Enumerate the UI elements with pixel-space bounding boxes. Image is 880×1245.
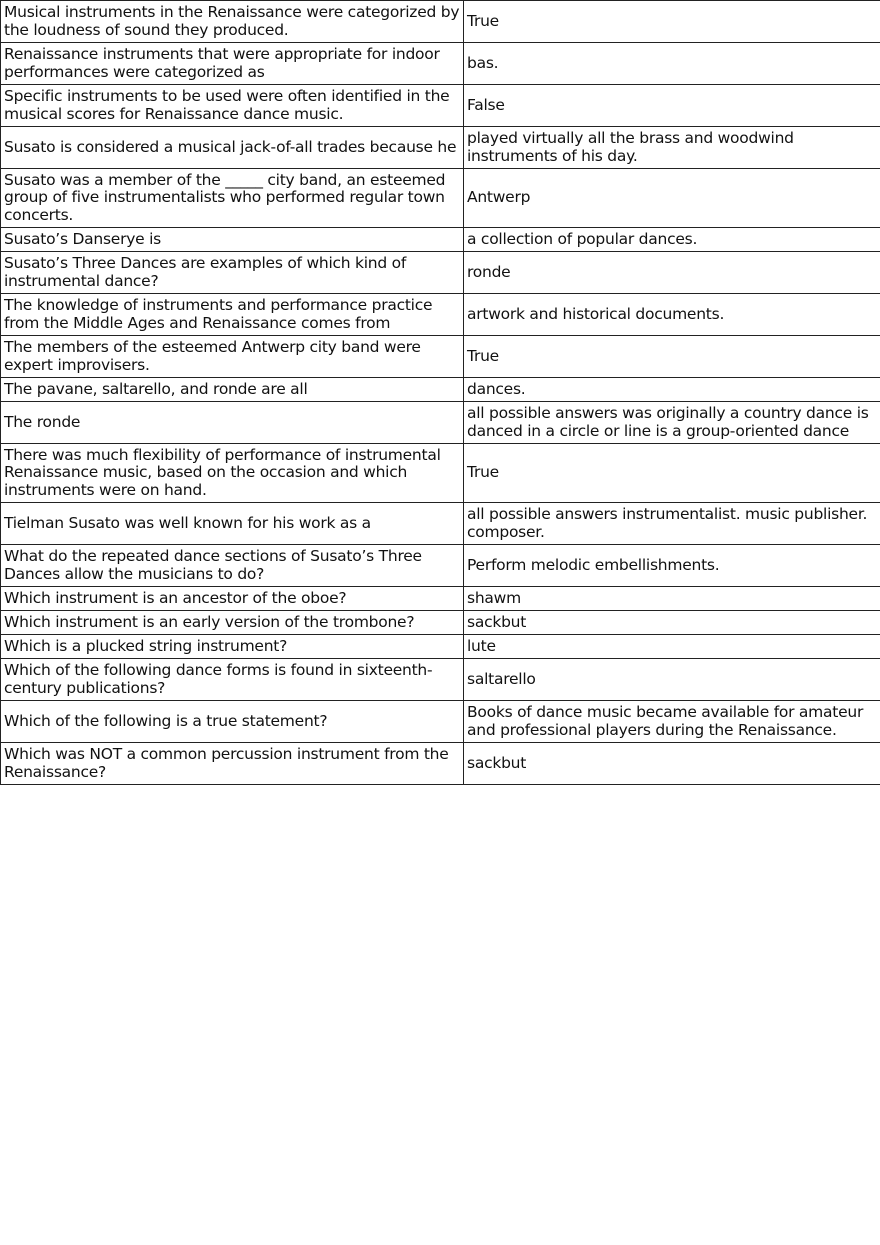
table-row <box>1 378 880 402</box>
question-cell: The ronde <box>1 402 464 444</box>
answer-cell: Perform melodic embellishments. <box>464 545 880 587</box>
table-row <box>1 43 880 85</box>
table-row <box>1 743 880 785</box>
answer-cell: Antwerp <box>464 169 880 228</box>
answer-cell: True <box>464 444 880 503</box>
question-cell: Which is a plucked string instrument? <box>1 635 464 659</box>
table-row <box>1 294 880 336</box>
table-row <box>1 587 880 611</box>
question-cell: Susato’s Danserye is <box>1 228 464 252</box>
question-cell: The members of the esteemed Antwerp city band were expert improvisers. <box>1 336 464 378</box>
question-cell: Susato’s Three Dances are examples of which kind of instrumental dance? <box>1 252 464 294</box>
table-row <box>1 611 880 635</box>
question-cell: What do the repeated dance sections of Susato’s Three Dances allow the musicians to do? <box>1 545 464 587</box>
question-cell: Which of the following is a true statement? <box>1 701 464 743</box>
question-cell: Tielman Susato was well known for his work as a <box>1 503 464 545</box>
answer-cell: played virtually all the brass and woodwind instruments of his day. <box>464 127 880 169</box>
table-row <box>1 169 880 228</box>
answer-cell: artwork and historical documents. <box>464 294 880 336</box>
question-cell: Which instrument is an early version of the trombone? <box>1 611 464 635</box>
table-row <box>1 228 880 252</box>
question-cell: Susato was a member of the _____ city band, an esteemed group of five instrumentalists who performed regular town concerts. <box>1 169 464 228</box>
table-row <box>1 635 880 659</box>
table-row <box>1 444 880 503</box>
table-row <box>1 127 880 169</box>
table-row <box>1 336 880 378</box>
answer-cell: False <box>464 85 880 127</box>
question-cell: Renaissance instruments that were appropriate for indoor performances were categorized as <box>1 43 464 85</box>
question-cell: Specific instruments to be used were often identified in the musical scores for Renaissance dance music. <box>1 85 464 127</box>
answer-cell: sackbut <box>464 611 880 635</box>
answer-cell: all possible answers was originally a country dance is danced in a circle or line is a group-oriented dance <box>464 402 880 444</box>
answer-cell: sackbut <box>464 743 880 785</box>
answer-cell: saltarello <box>464 659 880 701</box>
question-cell: Which of the following dance forms is found in sixteenth-century publications? <box>1 659 464 701</box>
answer-cell: shawm <box>464 587 880 611</box>
table-row <box>1 503 880 545</box>
table-row <box>1 252 880 294</box>
answer-cell: dances. <box>464 378 880 402</box>
answer-cell: lute <box>464 635 880 659</box>
answer-cell: True <box>464 336 880 378</box>
question-cell: Musical instruments in the Renaissance were categorized by the loudness of sound they produced. <box>1 1 464 43</box>
answer-cell: a collection of popular dances. <box>464 228 880 252</box>
table-row <box>1 402 880 444</box>
question-cell: Which was NOT a common percussion instrument from the Renaissance? <box>1 743 464 785</box>
answer-cell: Books of dance music became available for amateur and professional players during the Renaissance. <box>464 701 880 743</box>
table-row <box>1 545 880 587</box>
table-row <box>1 659 880 701</box>
question-cell: The knowledge of instruments and performance practice from the Middle Ages and Renaissance comes from <box>1 294 464 336</box>
table-row <box>1 85 880 127</box>
question-cell: The pavane, saltarello, and ronde are all <box>1 378 464 402</box>
answer-cell: bas. <box>464 43 880 85</box>
question-cell: There was much flexibility of performance of instrumental Renaissance music, based on the occasion and which instruments were on hand. <box>1 444 464 503</box>
table-row <box>1 701 880 743</box>
answer-cell: True <box>464 1 880 43</box>
question-cell: Which instrument is an ancestor of the oboe? <box>1 587 464 611</box>
answer-cell: ronde <box>464 252 880 294</box>
answer-cell: all possible answers instrumentalist. music publisher. composer. <box>464 503 880 545</box>
table-row <box>1 1 880 43</box>
question-cell: Susato is considered a musical jack-of-all trades because he <box>1 127 464 169</box>
